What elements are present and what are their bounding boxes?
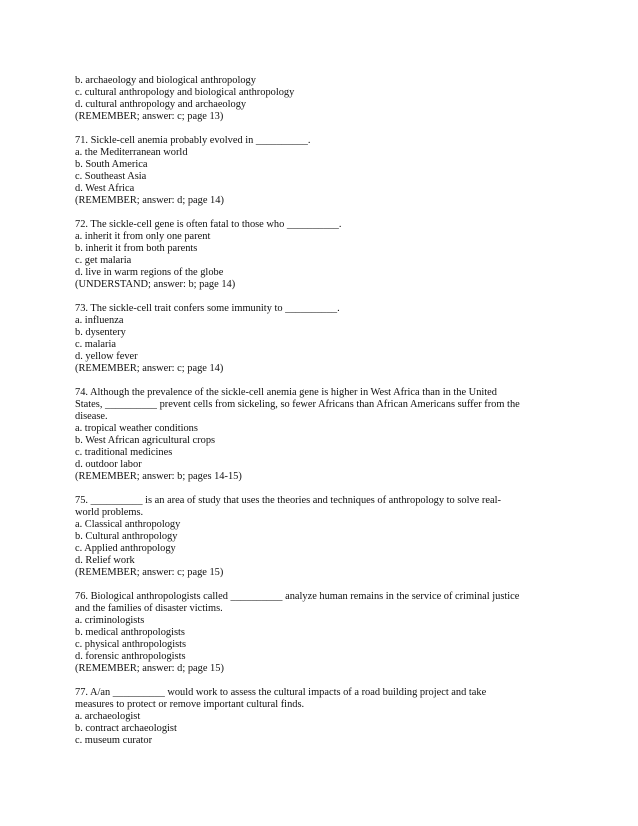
text-line: b. inherit it from both parents — [75, 243, 198, 254]
question-block — [75, 387, 530, 483]
text-line: c. cultural anthropology and biological anthropology — [75, 87, 295, 98]
question-list — [75, 75, 530, 759]
text-line: a. tropical weather conditions — [75, 423, 198, 434]
text-line: d. yellow fever — [75, 351, 138, 362]
text-line: b. contract archaeologist — [75, 723, 177, 734]
text-line: b. Cultural anthropology — [75, 531, 178, 542]
question-block — [75, 303, 530, 375]
text-line: d. Relief work — [75, 555, 135, 566]
question-block — [75, 687, 530, 747]
text-line: a. Classical anthropology — [75, 519, 181, 530]
text-line: 72. The sickle-cell gene is often fatal to those who __________. — [75, 219, 342, 230]
text-line: c. museum curator — [75, 735, 153, 746]
text-line: c. traditional medicines — [75, 447, 173, 458]
text-line: d. live in warm regions of the globe — [75, 267, 224, 278]
text-line: c. get malaria — [75, 255, 132, 266]
text-line: 74. Although the prevalence of the sickle-cell anemia gene is higher in West Africa than in the United — [75, 387, 497, 398]
text-line: (REMEMBER; answer: b; pages 14-15) — [75, 471, 242, 482]
question-block — [75, 591, 530, 675]
text-line: world problems. — [75, 507, 144, 518]
question-fragment — [75, 75, 530, 123]
text-line: d. cultural anthropology and archaeology — [75, 99, 247, 110]
text-line: d. forensic anthropologists — [75, 651, 186, 662]
text-line: b. West African agricultural crops — [75, 435, 216, 446]
text-line: (REMEMBER; answer: d; page 14) — [75, 195, 224, 206]
text-line: disease. — [75, 411, 108, 422]
text-line: b. archaeology and biological anthropology — [75, 75, 256, 86]
text-line: (REMEMBER; answer: d; page 15) — [75, 663, 224, 674]
text-line: a. criminologists — [75, 615, 145, 626]
text-line: (REMEMBER; answer: c; page 13) — [75, 111, 224, 122]
text-line: d. outdoor labor — [75, 459, 142, 470]
text-line: (UNDERSTAND; answer: b; page 14) — [75, 279, 236, 290]
text-line: and the families of disaster victims. — [75, 603, 223, 614]
text-line: 77. A/an __________ would work to assess the cultural impacts of a road building project and take — [75, 687, 487, 698]
text-line: 71. Sickle-cell anemia probably evolved in __________. — [75, 135, 311, 146]
text-line: 73. The sickle-cell trait confers some immunity to __________. — [75, 303, 340, 314]
text-line: a. influenza — [75, 315, 124, 326]
text-line: measures to protect or remove important cultural finds. — [75, 699, 305, 710]
text-line: a. archaeologist — [75, 711, 141, 722]
text-line: 75. __________ is an area of study that uses the theories and techniques of anthropology to solve real- — [75, 495, 501, 506]
text-line: c. malaria — [75, 339, 116, 350]
text-line: c. Applied anthropology — [75, 543, 176, 554]
text-line: c. physical anthropologists — [75, 639, 187, 650]
text-line: b. dysentery — [75, 327, 126, 338]
question-block — [75, 135, 530, 207]
text-line: d. West Africa — [75, 183, 135, 194]
text-line: b. medical anthropologists — [75, 627, 185, 638]
text-line: (REMEMBER; answer: c; page 14) — [75, 363, 224, 374]
text-line: 76. Biological anthropologists called __________ analyze human remains in the service of criminal justice — [75, 591, 520, 602]
question-block — [75, 219, 530, 291]
text-line: States, __________ prevent cells from sickeling, so fewer Africans than African Americans suffer from the — [75, 399, 520, 410]
text-line: a. the Mediterranean world — [75, 147, 188, 158]
text-line: (REMEMBER; answer: c; page 15) — [75, 567, 224, 578]
question-block — [75, 495, 530, 579]
text-line: a. inherit it from only one parent — [75, 231, 211, 242]
text-line: c. Southeast Asia — [75, 171, 147, 182]
text-line: b. South America — [75, 159, 148, 170]
